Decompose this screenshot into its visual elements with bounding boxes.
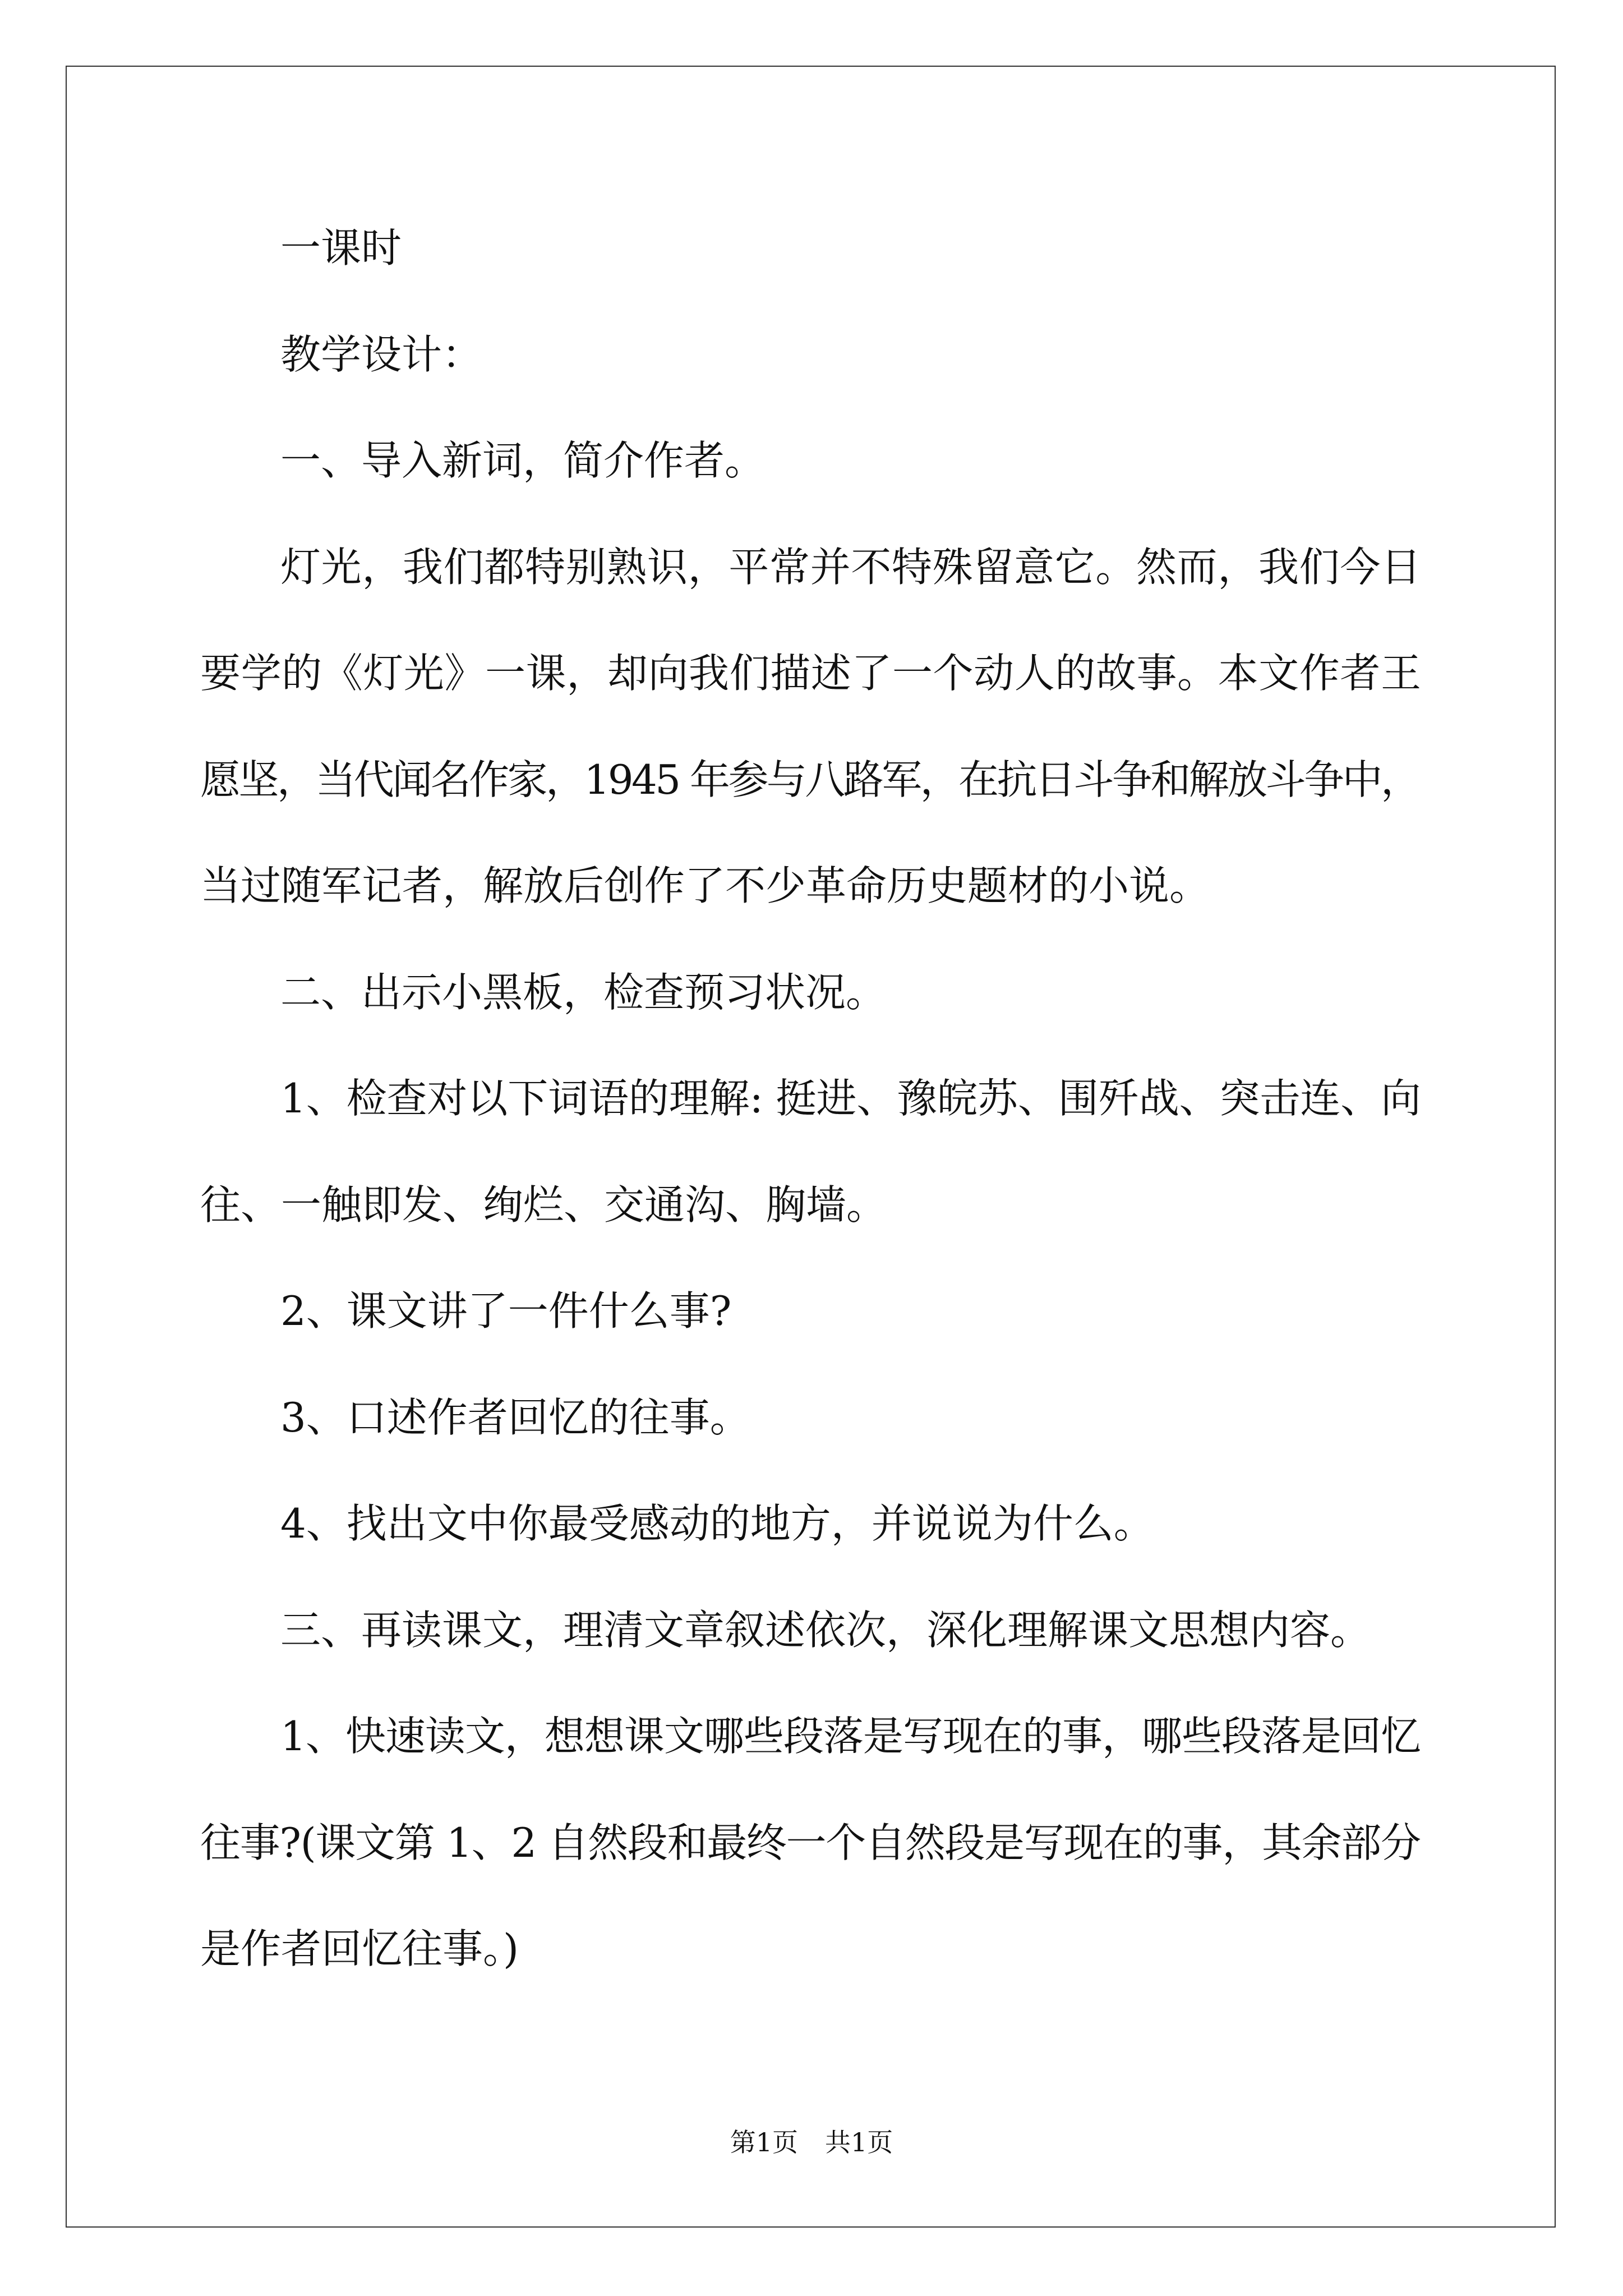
line-text: 当过随军记者，解放后创作了不少革命历史题材的小说。: [200, 862, 1210, 909]
line-text: 二、出示小黑板，检查预习状况。: [280, 968, 887, 1016]
footer-page-total: 共1页: [825, 2127, 893, 2157]
line-text: 1、检查对以下词语的理解: 挺进、豫皖苏、围歼战、突击连、向: [280, 1075, 1421, 1122]
line-text: 4、找出文中你最受感动的地方，并说说为什么。: [280, 1500, 1154, 1547]
paragraph-line: [280, 1046, 1421, 1152]
lesson-period: [200, 195, 1421, 302]
step-two-heading: [200, 940, 1421, 1046]
paragraph-line: [200, 620, 1421, 727]
paragraph-line: [200, 833, 1421, 940]
paragraph-line: [280, 302, 1421, 408]
vocabulary-check-item: [200, 1046, 1421, 1258]
paragraph-line: [280, 1683, 1421, 1790]
line-text: 三、再读课文，理清文章叙述依次，深化理解课文思想内容。: [280, 1606, 1371, 1654]
line-text: 灯光，我们都特别熟识，平常并不特殊留意它。然而，我们今日: [280, 543, 1422, 591]
paragraph-line: [280, 1258, 1421, 1365]
reading-task-item: [200, 1683, 1421, 2003]
question-item-4: [200, 1471, 1421, 1577]
question-item-2: [200, 1258, 1421, 1365]
paragraph-line: [200, 1896, 1421, 2003]
step-three-heading: [200, 1577, 1421, 1684]
step-one-heading: [200, 408, 1421, 514]
paragraph-line: [280, 1577, 1421, 1684]
paragraph-line: [280, 408, 1421, 514]
line-text: 是作者回忆往事。): [200, 1925, 519, 1972]
line-text: 3、口述作者回忆的往事。: [280, 1393, 750, 1441]
line-text: 一课时: [280, 224, 402, 272]
paragraph-line: [200, 1152, 1421, 1259]
page-footer: [0, 2129, 1623, 2155]
line-text: 2、课文讲了一件什么事?: [280, 1287, 732, 1335]
paragraph-line: [280, 195, 1421, 302]
document-body: [200, 195, 1421, 2003]
paragraph-line: [200, 727, 1421, 834]
line-text: 愿坚，当代闻名作家，1945 年参与八路军，在抗日斗争和解放斗争中，: [200, 756, 1419, 803]
paragraph-line: [280, 514, 1421, 621]
paragraph-line: [280, 1365, 1421, 1471]
footer-page-number: 第1页: [730, 2127, 798, 2157]
line-text: 教学设计：: [280, 330, 483, 378]
line-text: 1、快速读文，想想课文哪些段落是写现在的事，哪些段落是回忆: [280, 1713, 1421, 1760]
paragraph-line: [280, 1471, 1421, 1577]
paragraph-line: [200, 1790, 1421, 1897]
line-text: 要学的《灯光》一课，却向我们描述了一个动人的故事。本文作者王: [200, 650, 1422, 697]
line-text: 一、导入新词，简介作者。: [280, 437, 766, 484]
question-item-3: [200, 1365, 1421, 1471]
intro-paragraph: [200, 514, 1421, 940]
paragraph-line: [280, 940, 1421, 1046]
teaching-design-heading: [200, 302, 1421, 408]
line-text: 往、一触即发、绚烂、交通沟、胸墙。: [200, 1181, 887, 1228]
line-text: 往事?(课文第 1、2 自然段和最终一个自然段是写现在的事，其余部分: [200, 1819, 1421, 1866]
